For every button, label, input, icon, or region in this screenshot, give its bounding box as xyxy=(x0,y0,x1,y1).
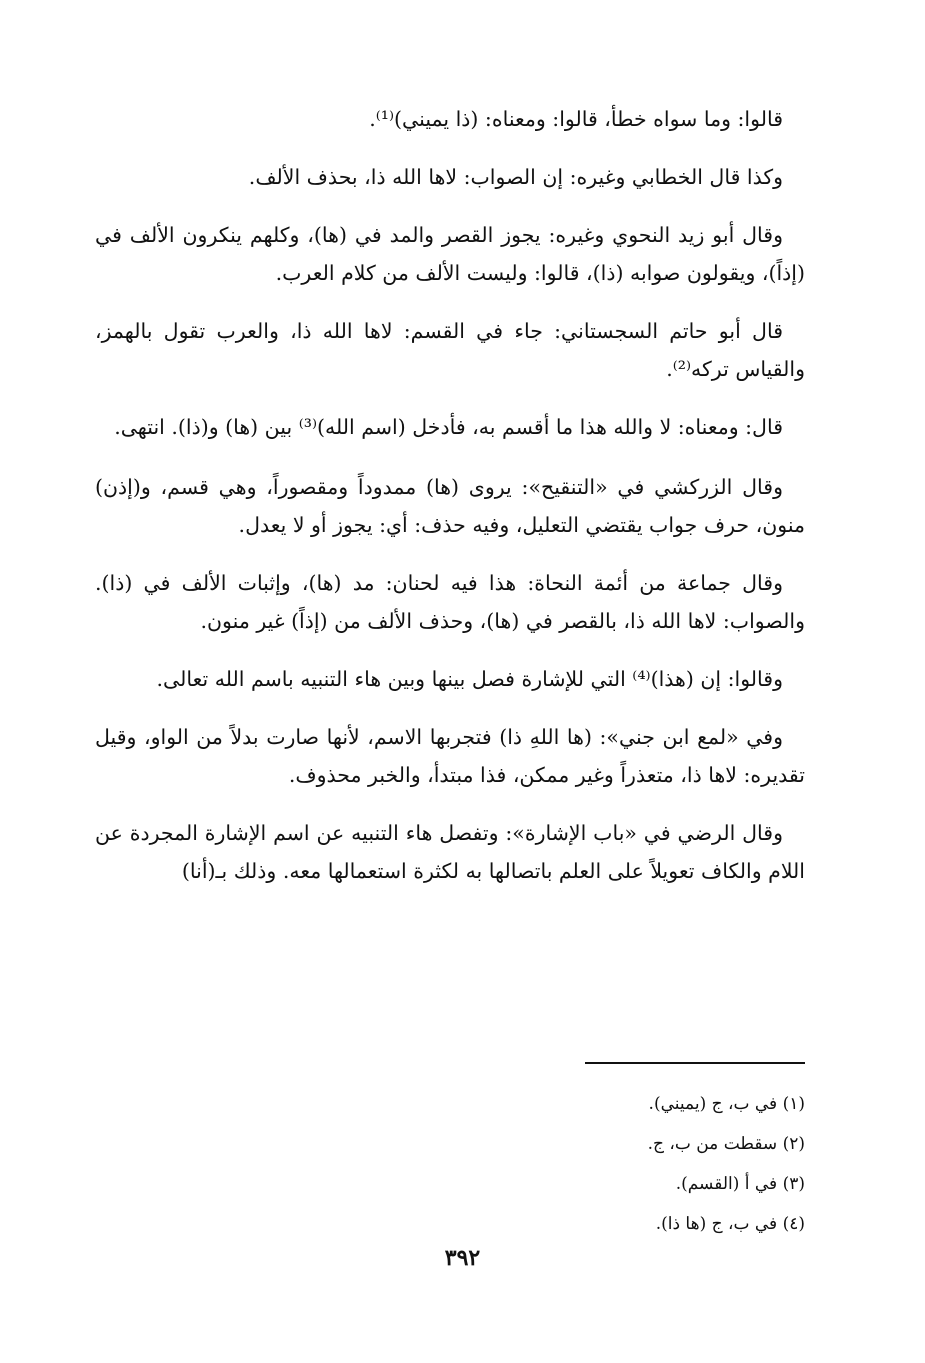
paragraph-2: وكذا قال الخطابي وغيره: إن الصواب: لاها الله ذا، بحذف الألف. xyxy=(248,165,783,189)
paragraph-10: وقال الرضي في «باب الإشارة»: وتفصل هاء التنبيه عن اسم الإشارة المجردة عن اللام والكاف تعويلاً على العلم باتصالها به لكثرة استعمالها معه. وذلك بـ(أنا) xyxy=(95,821,805,883)
footnote-3: (٣) في أ (القسم). xyxy=(675,1174,805,1194)
paragraph-3: وقال أبو زيد النحوي وغيره: يجوز القصر والمد في (ها)، وكلهم ينكرون الألف في (إذاً)، ويقولون صوابه (ذا)، قالوا: وليست الألف من كلام العرب. xyxy=(95,223,805,285)
footnote-1: (١) في ب، ج (يميني). xyxy=(648,1094,805,1114)
paragraph-6: وقال الزركشي في «التنقيح»: يروى (ها) ممدوداً ومقصوراً، وهي قسم، و(إذن) منون، حرف جواب يقتضي التعليل، وفيه حذف: أي: يجوز أو لا يعدل. xyxy=(95,475,805,537)
paragraph-7: وقال جماعة من أئمة النحاة: هذا فيه لحنان: مد (ها)، وإثبات الألف في (ذا). والصواب: لاها الله ذا، بالقصر في (ها)، وحذف الألف من (إذاً) غير منون. xyxy=(95,571,805,633)
paragraph-1: قالوا: وما سواه خطأ، قالوا: ومعناه: (ذا يميني)⁽¹⁾. xyxy=(369,107,783,131)
paragraph-9: وفي «لمع ابن جني»: (ها اللهِ ذا) فتجربها الاسم، لأنها صارت بدلاً من الواو، وقيل تقديره: لاها ذا، متعذراً وغير ممكن، فذا مبتدأ، والخبر محذوف. xyxy=(95,725,805,787)
footnotes xyxy=(95,1084,805,1244)
paragraph-4: قال أبو حاتم السجستاني: جاء في القسم: لاها الله ذا، والعرب تقول بالهمز، والقياس تركه⁽²⁾. xyxy=(95,319,805,381)
main-text xyxy=(95,100,805,910)
paragraph-8: وقالوا: إن (هذا)⁽⁴⁾ التي للإشارة فصل بينها وبين هاء التنبيه باسم الله تعالى. xyxy=(156,667,783,691)
footnote-2: (٢) سقطت من ب، ج. xyxy=(647,1134,805,1154)
footnote-separator xyxy=(585,1062,805,1064)
paragraph-5: قال: ومعناه: لا والله هذا ما أقسم به، فأدخل (اسم الله)⁽³⁾ بين (ها) و(ذا). انتهى. xyxy=(114,415,783,439)
page-number: ٣٩٢ xyxy=(444,1245,481,1271)
footnote-4: (٤) في ب، ج (ها ذا). xyxy=(655,1214,805,1234)
